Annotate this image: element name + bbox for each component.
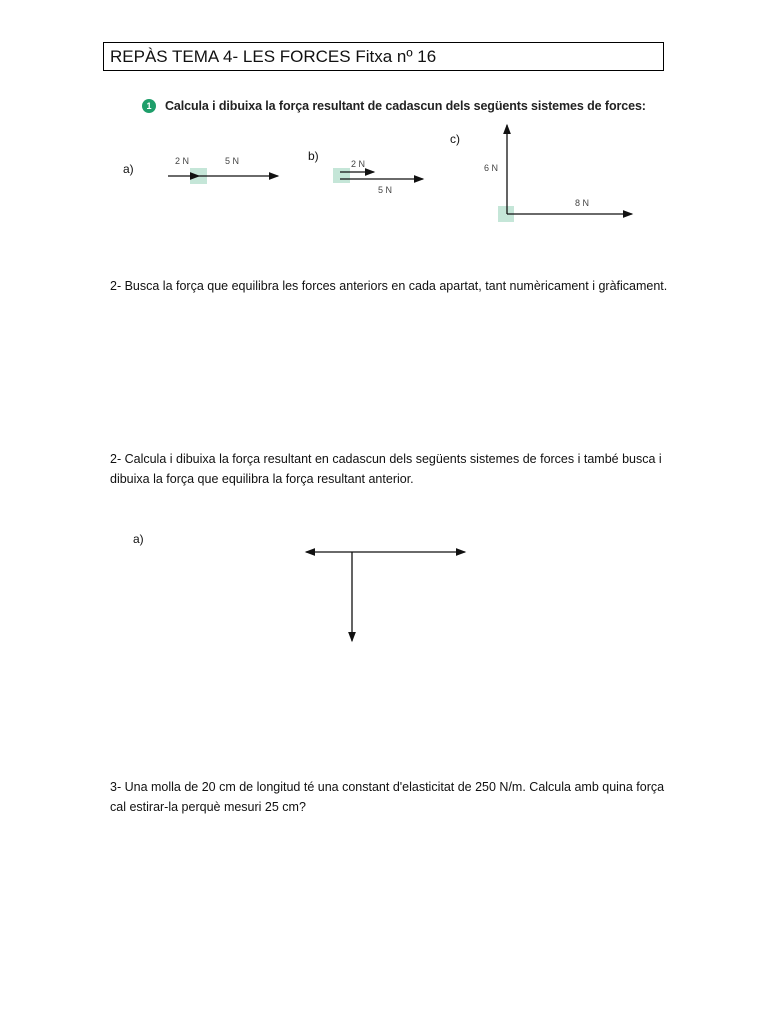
page-title: REPÀS TEMA 4- LES FORCES Fitxa nº 16 [103,42,664,71]
question-2a-text: 2- Busca la força que equilibra les forces anteriors en cada apartat, tant numèricament i gràficament. [110,279,668,293]
force-diagram-a [160,150,285,190]
force-label-2n: 2 N [175,156,190,166]
force-label-8n: 8 N [575,198,590,208]
exercise-number-badge: 1 [142,99,156,113]
force-label-5n: 5 N [225,156,240,166]
part-c-label: c) [450,132,460,146]
question-2b-text: 2- Calcula i dibuixa la força resultant en cadascun dels següents sistemes de forces i també busca i dibuixa la força que equilibra la força resultant anterior. [110,452,662,486]
part-a-label: a) [123,162,134,176]
exercise-1-heading [142,96,646,116]
part-b-label: b) [308,149,319,163]
force-label-5n: 5 N [378,185,393,195]
exercise-1-instruction: Calcula i dibuixa la força resultant de cadascun dels següents sistemes de forces: [165,99,646,113]
force-label-6n: 6 N [484,163,499,173]
force-diagram-b [330,152,430,198]
force-label-2n: 2 N [351,159,366,169]
force-diagram-c [478,118,638,228]
force-diagram-2b-a [300,540,470,646]
question-3-text: 3- Una molla de 20 cm de longitud té una constant d'elasticitat de 250 N/m. Calcula amb quina força cal estirar-la perquè mesuri 25 cm? [110,780,665,814]
origin-marker [333,168,350,183]
question-2b-part-a-label: a) [133,532,144,546]
